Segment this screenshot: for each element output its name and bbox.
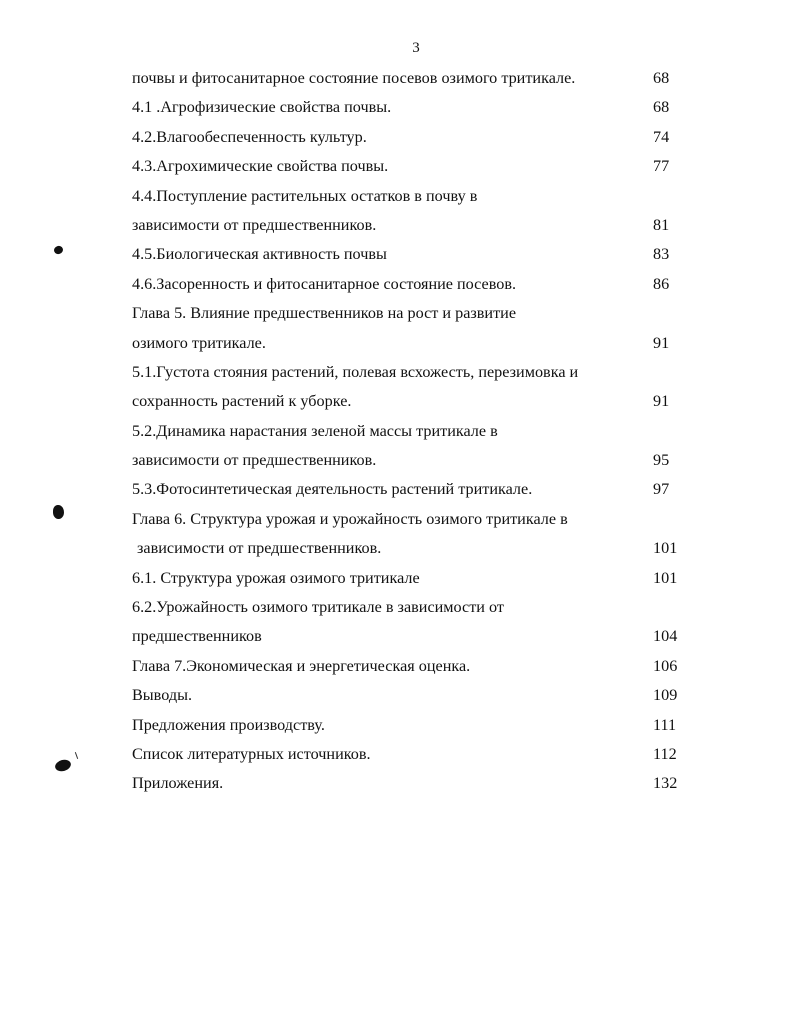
toc-line: [132, 681, 692, 710]
toc-line-title: 4.6.Засоренность и фитосанитарное состояние посевов.: [132, 274, 517, 293]
toc-line-page: 95: [653, 451, 670, 470]
toc-line: [132, 152, 692, 181]
toc-line-title: 6.1. Структура урожая озимого тритикале: [132, 568, 420, 587]
toc-line-title: 5.3.Фотосинтетическая деятельность растений тритикале.: [132, 480, 533, 499]
ink-spot: [53, 505, 64, 519]
toc-line: [132, 358, 692, 387]
toc-line: [132, 417, 692, 446]
toc-line-title: 4.1 .Агрофизические свойства почвы.: [132, 98, 392, 117]
toc-line-page: 91: [653, 392, 670, 411]
toc-line-page: 109: [653, 686, 678, 705]
toc-line: [132, 564, 692, 593]
toc-line-title: Приложения.: [132, 774, 224, 793]
toc-line-title: зависимости от предшественников.: [137, 539, 382, 558]
toc-line: [132, 211, 692, 240]
toc-line-title: сохранность растений к уборке.: [132, 392, 352, 411]
ink-spot: [54, 758, 72, 773]
toc-line-title: зависимости от предшественников.: [132, 215, 377, 234]
toc-line-title: Выводы.: [132, 686, 192, 705]
page-number: 3: [412, 40, 420, 56]
toc-line-page: 112: [653, 744, 677, 763]
toc-line: [132, 93, 692, 122]
toc-line-title: Глава 6. Структура урожая и урожайность озимого тритикале в: [132, 509, 568, 528]
ink-mark: [75, 752, 78, 759]
table-of-contents: [132, 64, 692, 799]
toc-line-title: 5.1.Густота стояния растений, полевая всхожесть, перезимовка и: [132, 362, 579, 381]
toc-line-title: 6.2.Урожайность озимого тритикале в зависимости от: [132, 598, 504, 617]
toc-line: [132, 270, 692, 299]
toc-line-page: 91: [653, 333, 670, 352]
toc-line: [132, 64, 692, 93]
toc-line: [132, 123, 692, 152]
ink-spot: [53, 245, 64, 256]
toc-line-title: зависимости от предшественников.: [132, 451, 377, 470]
toc-line-title: Глава 5. Влияние предшественников на рост и развитие: [132, 304, 517, 323]
toc-line: [132, 769, 692, 798]
toc-line-page: 111: [653, 715, 677, 734]
toc-line-page: 106: [653, 656, 678, 675]
toc-line-title: Список литературных источников.: [132, 744, 371, 763]
toc-line-title: Предложения производству.: [132, 715, 325, 734]
toc-line-page: 101: [653, 568, 678, 587]
toc-line: [132, 240, 692, 269]
toc-line-title: Глава 7.Экономическая и энергетическая оценка.: [132, 656, 471, 675]
toc-line: [132, 299, 692, 328]
toc-line-title: озимого тритикале.: [132, 333, 266, 352]
toc-line: [132, 182, 692, 211]
toc-line-title: 4.5.Биологическая активность почвы: [132, 245, 387, 264]
toc-line: [132, 622, 692, 651]
toc-line-page: 86: [653, 274, 670, 293]
toc-line: [132, 652, 692, 681]
toc-line-page: 68: [653, 69, 670, 87]
toc-line: [132, 446, 692, 475]
toc-line-page: 97: [653, 480, 670, 499]
toc-line-title: 4.4.Поступление растительных остатков в почву в: [132, 186, 478, 205]
toc-line: [132, 711, 692, 740]
toc-line: [132, 475, 692, 504]
toc-line-page: 104: [653, 627, 678, 646]
toc-line-page: 132: [653, 774, 678, 793]
toc-line: [132, 329, 692, 358]
toc-line: [132, 387, 692, 416]
toc-line-page: 101: [653, 539, 678, 558]
toc-line: [132, 593, 692, 622]
toc-line-page: 83: [653, 245, 670, 264]
toc-line: [132, 534, 692, 563]
toc-line-title: 4.3.Агрохимические свойства почвы.: [132, 157, 389, 176]
toc-line-title: 4.2.Влагообеспеченность культур.: [132, 127, 367, 146]
toc-line-page: 68: [653, 98, 670, 117]
toc-line-page: 74: [653, 127, 670, 146]
toc-line-title: 5.2.Динамика нарастания зеленой массы тритикале в: [132, 421, 498, 440]
toc-line-page: 77: [653, 157, 670, 176]
toc-line: [132, 740, 692, 769]
toc-line-title: почвы и фитосанитарное состояние посевов озимого тритикале.: [132, 69, 576, 87]
toc-line-title: предшественников: [132, 627, 262, 646]
toc-line-page: 81: [653, 215, 670, 234]
toc-line: [132, 505, 692, 534]
